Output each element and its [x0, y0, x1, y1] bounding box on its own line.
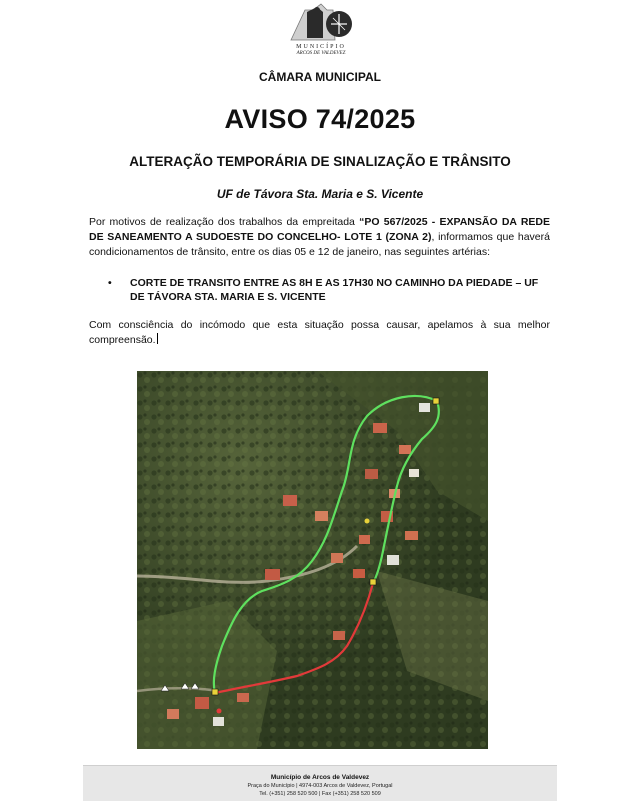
municipality-logo — [277, 0, 365, 58]
aerial-map-image — [137, 371, 488, 749]
parish-name: UF de Távora Sta. Maria e S. Vicente — [216, 187, 424, 201]
closing-text: Com consciência do incómodo que esta situação possa causar, apelamos à sua melhor compreensão. — [89, 319, 550, 346]
page-footer — [83, 765, 557, 801]
coat-of-arms-icon — [277, 0, 365, 44]
footer-contacts: Tel. (+351) 258 520 500 | Fax (+351) 258 520 509 — [259, 791, 381, 797]
footer-name: Município de Arcos de Valdevez — [270, 774, 370, 781]
intro-end: , informamos que haverá condicionamentos de trânsito, entre os dias 05 e 12 de janeiro, nas seguintes artérias: — [89, 231, 550, 258]
intro-start: Por motivos de realização dos trabalhos da empreitada — [89, 216, 360, 228]
closing-paragraph — [89, 318, 550, 348]
organization-heading: CÂMARA MUNICIPAL — [259, 70, 381, 84]
logo-line1: MUNICÍPIO — [296, 44, 346, 50]
intro-project: “PO 567/2025 - EXPANSÃO DA REDE DE SANEAMENTO A SUDOESTE DO CONCELHO- LOTE 1 (ZONA 2) — [89, 216, 550, 243]
route-map — [137, 371, 488, 749]
text-cursor — [157, 333, 158, 344]
closure-text: CORTE DE TRANSITO ENTRE AS 8H E AS 17H30 NO CAMINHO DA PIEDADE – UF DE TÁVORA STA. MARIA E S. VICENTE — [130, 277, 539, 303]
logo-line2: ARCOS DE VALDEVEZ — [296, 51, 346, 56]
notice-title: AVISO 74/2025 — [224, 104, 416, 134]
footer-address: Praça do Município | 4974-003 Arcos de Valdevez, Portugal — [247, 783, 393, 789]
notice-subtitle: ALTERAÇÃO TEMPORÁRIA DE SINALIZAÇÃO E TRÂNSITO — [129, 154, 511, 169]
bullet-icon: • — [108, 277, 112, 289]
intro-paragraph — [89, 215, 550, 260]
